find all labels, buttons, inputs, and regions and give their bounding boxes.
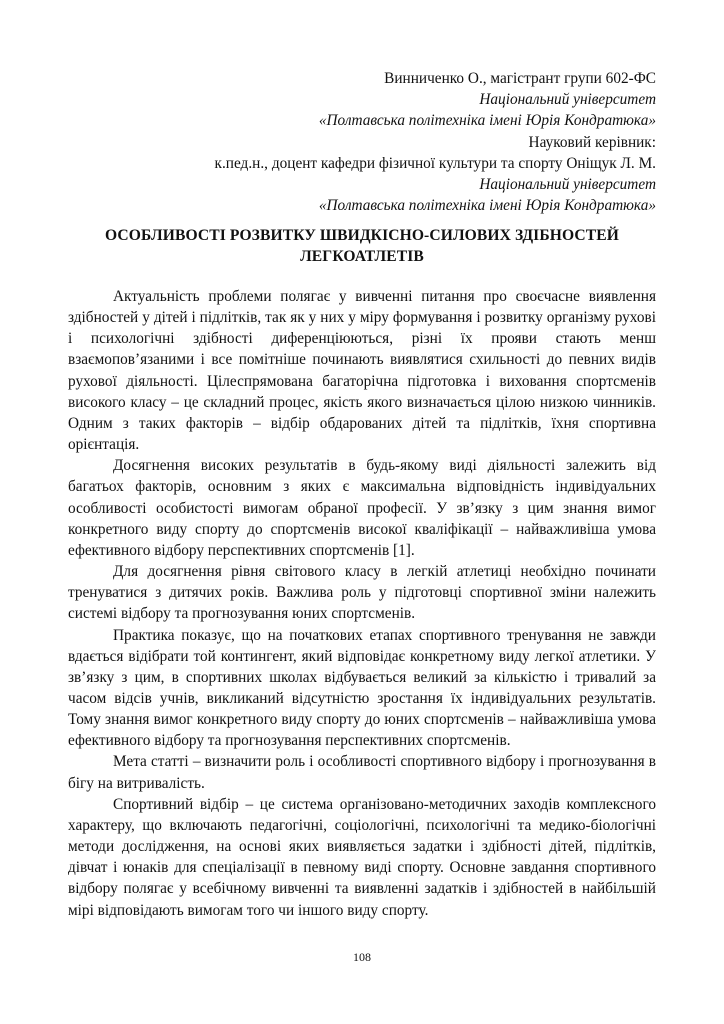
title-line-2: ЛЕГКОАТЛЕТІВ [300,248,424,265]
university-name-line: «Полтавська політехніка імені Юрія Кондратюка» [318,112,656,130]
paragraph-practice: Практика показує, що на початкових етапах спортивного тренування не завжди вдається відібрати той контингент, який відповідає конкретному виду легкої атлетики. У зв’язку з цим, в спортивних школах відбувається великий за кількістю і тривалий за часом відсів учнів, викликаний відсутністю зростання їх індивідуальних результатів. Тому знання вимог конкретного виду спорту до юних спортсменів – найважливіша умова ефективного відбору та прогнозування перспективних спортсменів. [68,626,656,750]
paragraph-relevance: Актуальність проблеми полягає у вивченні питання про своєчасне виявлення здібностей у дітей і підлітків, так як у них у міру формування і розвитку організму рухові і психологічні здібності диференціюються, різні їх прояви стають менш взаємопов’язаними і все помітніше починають виявлятися схильності до певних видів рухової діяльності. Цілеспрямована багаторічна підготовка і виховання спортсменів високого класу – це складний процес, якість якого визначається цілою низкою чинників. Одним з таких факторів – відбір обдарованих дітей та підлітків, їхня спортивна орієнтація. [68,288,656,454]
university-line: Національний університет [479,91,656,109]
author-info-block [56,68,656,216]
supervisor-university-name-line: «Полтавська політехніка імені Юрія Кондратюка» [318,197,656,215]
supervisor-label: Науковий керівник: [528,133,656,151]
title-line-1: ОСОБЛИВОСТІ РОЗВИТКУ ШВИДКІСНО-СИЛОВИХ ЗДІБНОСТЕЙ [104,227,620,244]
supervisor-name-line: к.пед.н., доцент кафедри фізичної культури та спорту Оніщук Л. М. [214,154,656,172]
author-name-line: Винниченко О., магістрант групи 602-ФС [384,70,656,87]
paragraph-selection: Спортивний відбір – це система організовано-методичних заходів комплексного характеру, що включають педагогічні, соціологічні, психологічні та медико-біологічні методи дослідження, на основі яких виявляється задатки і здібності дітей, підлітків, дівчат і юнаків для спеціалізації в певному виді спорту. Основне завдання спортивного відбору полягає у всебічному вивченні та виявленні задатків і здібностей в найбільшій мірі відповідають вимогам того чи іншого виду спорту. [68,795,656,919]
article-body [68,286,656,921]
paragraph-world-class: Для досягнення рівня світового класу в легкій атлетиці необхідно починати тренуватися з дитячих років. Важлива роль у підготовці спортивної зміни належить системі відбору та прогнозування юних спортсменів. [68,563,656,623]
paragraph-purpose: Мета статті – визначити роль і особливості спортивного відбору і прогнозування в бігу на витривалість. [68,753,656,792]
supervisor-university-line: Національний університет [479,176,656,194]
page-number: 108 [353,950,371,964]
paragraph-achievement: Досягнення високих результатів в будь-якому виді діяльності залежить від багатьох факторів, основним з яких є максимальна відповідність індивідуальних особливості особистості вимогам обраної професії. У зв’язку з цим знання вимог конкретного виду спорту до спортсменів високої кваліфікації – найважливіша умова ефективного відбору перспективних спортсменів [1]. [68,457,656,559]
article-title [68,225,656,267]
